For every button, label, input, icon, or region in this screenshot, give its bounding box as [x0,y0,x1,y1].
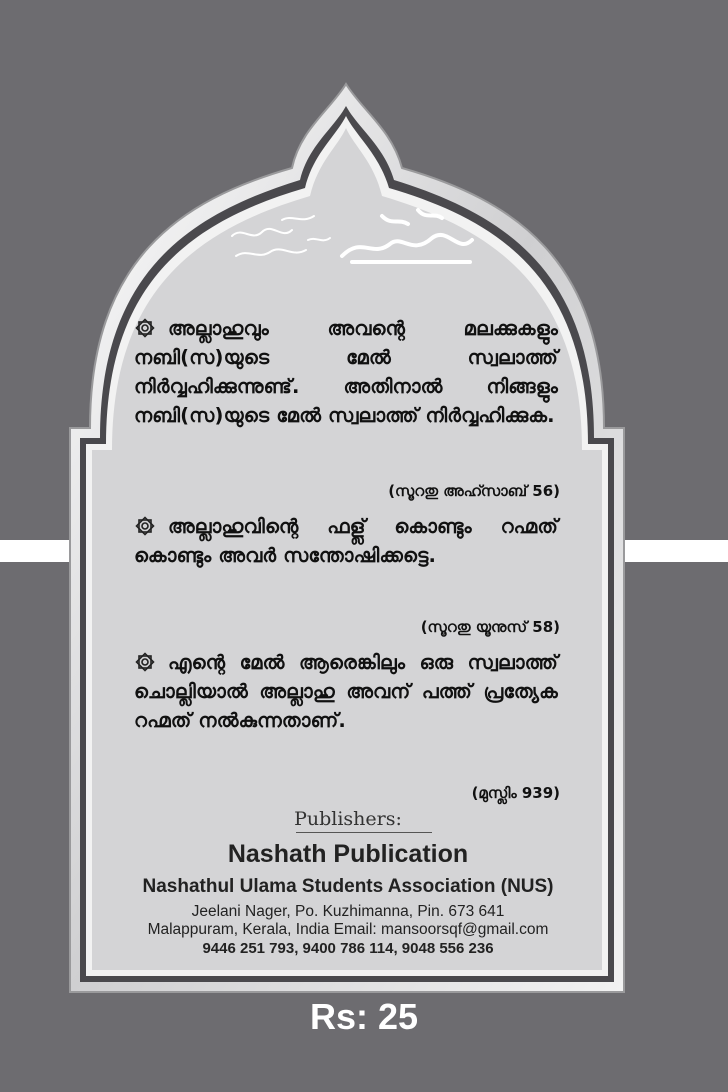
rosette-icon [134,651,156,673]
publishers-underline [296,832,432,833]
verse-1-reference: (സൂറതു അഹ്സാബ് 56) [388,482,560,500]
publication-name: Nashath Publication [227,840,469,868]
verse-3-text: എന്റെ മേൽ ആരെങ്കിലും ഒരു സ്വലാത്ത് ചൊല്ലിയാൽ അല്ലാഹു അവന് പത്ത് പ്രത്യേക റഹ്മത് നൽകുന്നതാണ്. [134,651,558,732]
verse-2-reference: (സൂറതു യൂനുസ് 58) [420,618,560,636]
price-label: Rs: 25 [309,996,419,1037]
rosette-icon [134,515,156,537]
verse-2 [134,512,558,570]
muhammad-calligraphy-icon [222,196,482,276]
address-line-1: Jeelani Nager, Po. Kuzhimanna, Pin. 673 641 [191,903,505,920]
verse-1-text: അല്ലാഹുവും അവന്റെ മലക്കുകളും നബി(സ)യുടെ മേൽ സ്വലാത്ത് നിർവ്വഹിക്കുന്നുണ്ട്. അതിനാൽ നിങ്ങളും നബി(സ)യുടെ മേൽ സ്വലാത്ത് നിർവ്വഹിക്കുക. [134,317,558,427]
publishers-label: Publishers: [294,808,402,830]
association-name: Nashathul Ulama Students Association (NUS) [142,876,554,897]
rosette-icon [134,317,156,339]
verse-3 [134,648,558,735]
address-line-2: Malappuram, Kerala, India Email: mansoorsqf@gmail.com [147,921,549,938]
verse-1 [134,314,558,430]
verse-2-text: അല്ലാഹുവിന്റെ ഫള്ല് കൊണ്ടും റഹ്മത് കൊണ്ടും അവർ സന്തോഷിക്കട്ടെ. [134,515,558,567]
phone-numbers: 9446 251 793, 9400 786 114, 9048 556 236 [202,940,494,957]
verse-3-reference: (മുസ്ലിം 939) [471,784,560,802]
